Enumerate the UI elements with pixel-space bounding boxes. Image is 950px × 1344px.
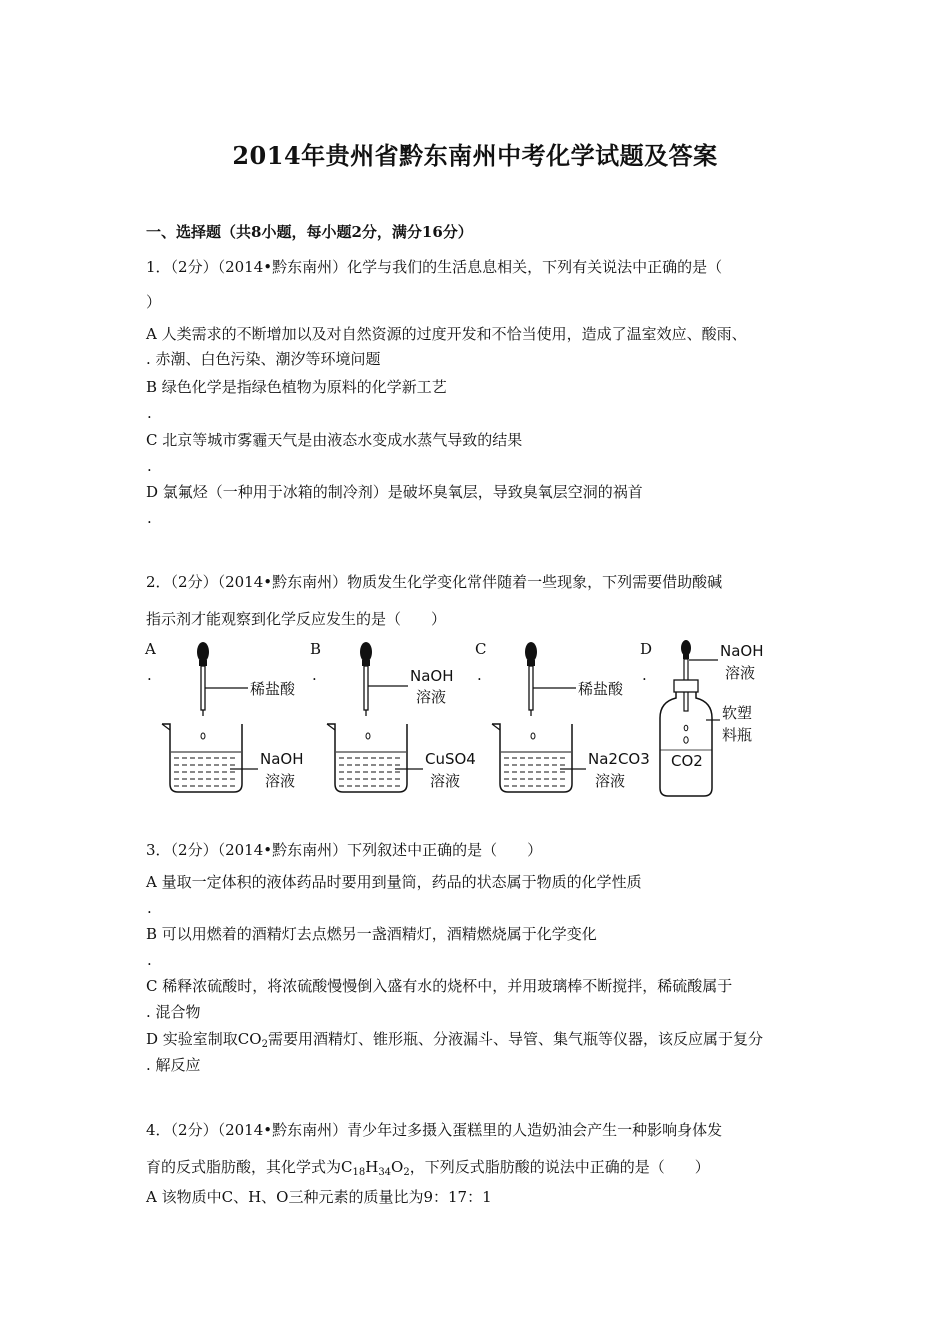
c-beaker-label-2: 溶液 <box>595 772 626 790</box>
q4-option-a: A 该物质中C、H、O三种元素的质量比为9：17：1 <box>146 1188 492 1206</box>
apparatus-c <box>492 640 653 792</box>
q3-option-d-line1 <box>146 1029 763 1055</box>
q3-stem: 3．（2分）（2014•黔东南州）下列叙述中正确的是（ ） <box>146 841 543 859</box>
dropper-icon <box>197 642 209 716</box>
c-beaker-label-1: Na2CO3 <box>588 750 650 768</box>
fig-letter-d: D <box>640 640 653 658</box>
d-dropper-label-1: NaOH <box>720 642 764 660</box>
q1-option-a-line1: A 人类需求的不断增加以及对自然资源的过度开发和不恰当使用，造成了温室效应、酸雨、 <box>146 325 747 343</box>
q1-stem-line2: ） <box>146 293 162 311</box>
apparatus-b <box>327 642 476 792</box>
q4-sub-1: 18 <box>352 1167 366 1178</box>
section-heading: 一、选择题（共8小题，每小题2分，满分16分） <box>146 223 473 241</box>
beaker-icon <box>492 724 572 792</box>
a-dropper-label: 稀盐酸 <box>250 680 296 698</box>
q3-d-text-a: D 实验室制取CO <box>146 1030 262 1048</box>
page-title: 2014年贵州省黔东南州中考化学试题及答案 <box>232 141 718 170</box>
dropper-icon <box>360 642 372 716</box>
fig-letter-c: C <box>475 640 487 658</box>
apparatus-d <box>660 640 764 796</box>
q3-option-c-line1: C 稀释浓硫酸时，将浓硫酸慢慢倒入盛有水的烧杯中，并用玻璃棒不断搅拌，稀硫酸属于 <box>146 977 733 995</box>
q1-stem-line1: 1．（2分）（2014•黔东南州）化学与我们的生活息息相关，下列有关说法中正确的是（ <box>146 258 723 276</box>
q4-text-d: ，下列反式脂肪酸的说法中正确的是（ ） <box>409 1158 710 1176</box>
b-dropper-label-2: 溶液 <box>416 688 447 706</box>
d-bottle-label-2: 料瓶 <box>722 726 753 744</box>
q3-option-b-dot: . <box>147 951 152 969</box>
beaker-icon <box>162 724 242 792</box>
q1-option-b-dot: . <box>147 404 152 422</box>
q1-option-c-dot: . <box>147 457 152 475</box>
q1-option-b: B 绿色化学是指绿色植物为原料的化学新工艺 <box>146 378 447 396</box>
q4-stem-line2 <box>146 1157 710 1183</box>
q3-option-a: A 量取一定体积的液体药品时要用到量筒，药品的状态属于物质的化学性质 <box>146 873 642 891</box>
fig-dot-a: . <box>147 666 152 684</box>
q4-sub-3: 2 <box>403 1167 410 1178</box>
q4-sub-2: 34 <box>378 1167 392 1178</box>
q2-apparatus-figure <box>140 638 820 808</box>
q3-option-c-line2: . 混合物 <box>146 1003 201 1021</box>
dropper-icon <box>525 642 537 716</box>
b-dropper-label-1: NaOH <box>410 667 454 685</box>
q3-option-b: B 可以用燃着的酒精灯去点燃另一盏酒精灯，酒精燃烧属于化学变化 <box>146 925 597 943</box>
q2-stem-line1: 2．（2分）（2014•黔东南州）物质发生化学变化常伴随着一些现象，下列需要借助酸碱 <box>146 573 723 591</box>
a-beaker-label-2: 溶液 <box>265 772 296 790</box>
fig-dot-d: . <box>642 666 647 684</box>
b-beaker-label-2: 溶液 <box>430 772 461 790</box>
q4-text-a: 育的反式脂肪酸，其化学式为C <box>146 1158 353 1176</box>
q4-text-c: O <box>391 1158 404 1176</box>
fig-letter-a: A <box>145 640 156 658</box>
d-bottle-label-1: 软塑 <box>722 704 753 722</box>
d-gas-label: CO2 <box>671 752 703 770</box>
fig-dot-b: . <box>312 666 317 684</box>
q1-option-a-line2: . 赤潮、白色污染、潮汐等环境问题 <box>146 350 381 368</box>
q3-option-a-dot: . <box>147 899 152 917</box>
q4-text-b: H <box>365 1158 379 1176</box>
apparatus-a <box>162 642 304 792</box>
beaker-icon <box>327 724 407 792</box>
q3-option-d-line2: . 解反应 <box>146 1056 201 1074</box>
d-dropper-label-2: 溶液 <box>725 664 756 682</box>
q2-stem-line2: 指示剂才能观察到化学反应发生的是（ ） <box>146 610 447 628</box>
q1-option-c: C 北京等城市雾霾天气是由液态水变成水蒸气导致的结果 <box>146 431 523 449</box>
q3-d-text-b: 需要用酒精灯、锥形瓶、分液漏斗、导管、集气瓶等仪器，该反应属于复分 <box>267 1030 763 1048</box>
q3-d-subscript: 2 <box>261 1039 268 1050</box>
b-beaker-label-1: CuSO4 <box>425 750 476 768</box>
q4-stem-line1: 4．（2分）（2014•黔东南州）青少年过多摄入蛋糕里的人造奶油会产生一种影响身体发 <box>146 1121 723 1139</box>
a-beaker-label-1: NaOH <box>260 750 304 768</box>
dropper-icon <box>681 640 691 711</box>
c-dropper-label: 稀盐酸 <box>578 680 624 698</box>
fig-dot-c: . <box>477 666 482 684</box>
fig-letter-b: B <box>310 640 322 658</box>
q1-option-d: D 氯氟烃（一种用于冰箱的制冷剂）是破坏臭氧层，导致臭氧层空洞的祸首 <box>146 483 643 501</box>
q1-option-d-dot: . <box>147 509 152 527</box>
